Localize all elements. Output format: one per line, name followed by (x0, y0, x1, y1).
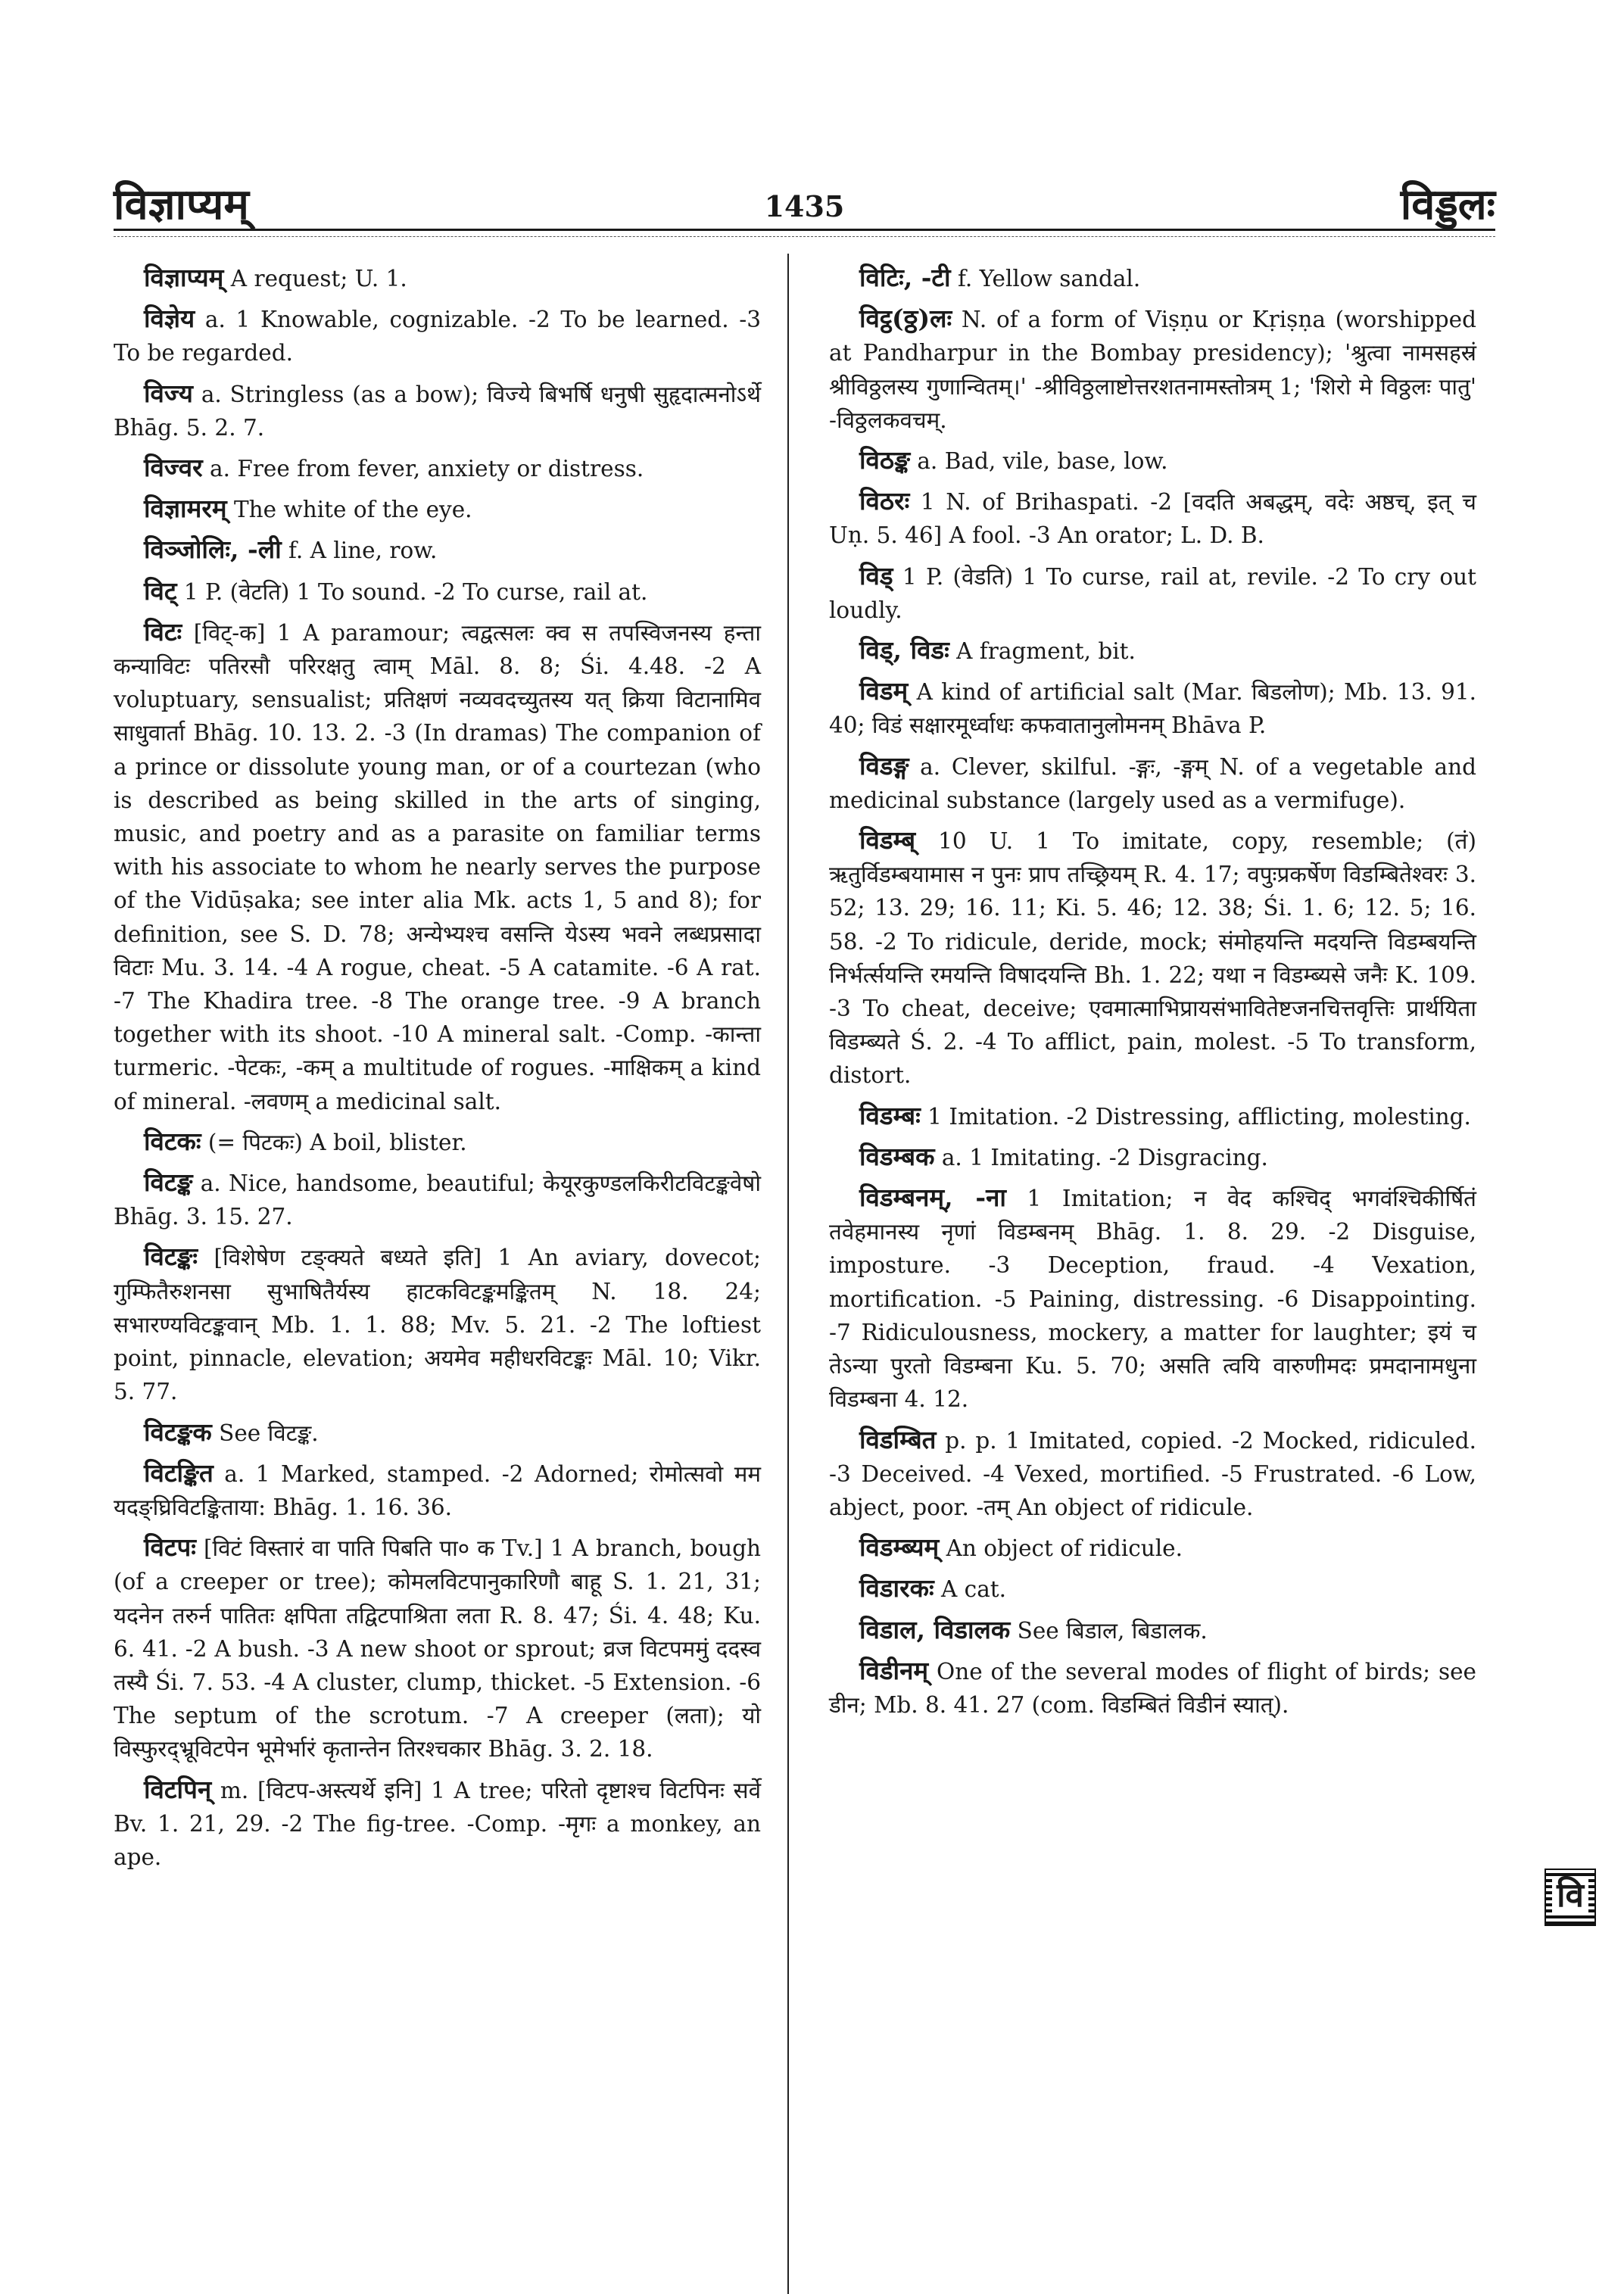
entry-text: 1 N. of Brihaspati. -2 [वदति अबद्धम्, वदेः अष्ठच्, इत् च Uṇ. 5. 46] A fool. -3 An orator; L. D. B. (829, 489, 1476, 549)
entry-text: a. 1 Marked, stamped. -2 Adorned; रोमोत्सवो मम यदङ्घ्रिविटङ्किताया: Bhāg. 1. 16. 36. (114, 1460, 761, 1520)
dictionary-entry (829, 559, 1476, 627)
entry-text: 1 Imitation. -2 Distressing, afflicting, molesting. (920, 1103, 1471, 1130)
header-left-guideword: विज्ञाप्यम् (114, 179, 249, 229)
dictionary-entry (829, 634, 1476, 668)
entry-text: f. Yellow sandal. (950, 266, 1141, 291)
entry-text: 1 P. (वेटति) 1 To sound. -2 To curse, rail at. (176, 578, 648, 605)
dictionary-entry (114, 1457, 761, 1524)
dictionary-entry (829, 1531, 1476, 1565)
entry-text: a. 1 Knowable, cognizable. -2 To be learned. -3 To be regarded. (114, 307, 761, 366)
dictionary-entry (114, 302, 761, 369)
dictionary-entry (829, 1099, 1476, 1133)
entry-headword: विटङ्कः (144, 1242, 198, 1272)
dictionary-entry (829, 444, 1476, 478)
dictionary-entry (114, 451, 761, 485)
entry-headword: विडम्बित (859, 1424, 937, 1454)
entry-headword: विडम्बनम्, -ना (859, 1183, 1006, 1213)
entry-headword: विटकः (144, 1126, 201, 1156)
header-rule-dashed (114, 236, 1495, 237)
entry-text: f. A line, row. (281, 538, 438, 564)
header-rule (114, 229, 1495, 231)
dictionary-entry (114, 492, 761, 526)
thumb-index-tab (1545, 1869, 1596, 1926)
entry-text: a. Clever, skilful. -ङ्गः, -ङ्गम् N. of a vegetable and medicinal substance (largely used as a vermifuge). (829, 753, 1476, 813)
entry-text: A kind of artificial salt (Mar. बिडलोण); Mb. 13. 91. 40; विडं सक्षारमूर्ध्वाधः कफवातानुलोमनम् Bhāva P. (829, 679, 1476, 739)
thumb-index-letter: वि (1552, 1876, 1588, 1915)
column-divider (787, 254, 789, 2294)
dictionary-entry (829, 1613, 1476, 1647)
dictionary-entry (829, 1181, 1476, 1416)
entry-headword: विडङ्ग (859, 750, 909, 781)
dictionary-entry (829, 1423, 1476, 1525)
entry-headword: विञ्जोलिः, -ली (144, 535, 282, 565)
dictionary-entry (114, 616, 761, 1118)
entry-headword: विठङ्क (859, 445, 910, 475)
entry-text: p. p. 1 Imitated, copied. -2 Mocked, ridiculed. -3 Deceived. -4 Vexed, mortified. -5 Frustrated. -6 Low, abject, poor. -तम् An object of ridicule. (829, 1427, 1476, 1520)
entry-text: One of the several modes of flight of birds; see डीन; Mb. 8. 41. 27 (com. विडम्बितं विडीनं स्यात्). (829, 1658, 1476, 1718)
entry-text: N. of a form of Viṣṇu or Kṛiṣṇa (worshipped at Pandharpur in the Bombay presidency); 'श्रुत्वा नामसहस्रं श्रीविठ्ठलस्य गुणान्वितम्।' -श्रीविठ्ठलाष्टोत्तरशतनामस्तोत्रम् 1; 'शिरो मे विठ्ठलः पातु' -विठ्ठलकवचम्. (829, 307, 1476, 433)
entry-text: A cat. (934, 1576, 1007, 1603)
dictionary-entry (829, 750, 1476, 817)
entry-headword: विज्य (144, 378, 193, 408)
entry-text: An object of ridicule. (939, 1535, 1183, 1562)
dictionary-entry (114, 575, 761, 609)
dictionary-entry (114, 377, 761, 444)
entry-headword: विट् (144, 575, 177, 606)
entry-headword: विडीनम् (859, 1655, 929, 1685)
dictionary-entry (829, 1654, 1476, 1722)
entry-text: [विटं विस्तारं वा पाति पिबति पा० क Tv.] 1 A branch, bough (of a creeper or tree); कोमलविटपानुकारिणौ बाहू S. 1. 21, 31; यदनेन तरुर्न पातितः क्षपिता तद्विटपाश्रिता लता R. 8. 47; Śi. 4. 48; Ku. 6. 41. -2 A bush. -3 A new shoot or sprout; व्रज विटपममुं ददस्व तस्यै Śi. 7. 53. -4 A cluster, clump, thicket. -5 Extension. -6 The septum of the scrotum. -7 A creeper (लता); यो विस्फुरद्भ्रूविटपेन भूमेर्भारं कृतान्तेन तिरश्चकार Bhāg. 3. 2. 18. (114, 1535, 761, 1763)
dictionary-entry (829, 675, 1476, 742)
dictionary-entry (829, 1140, 1476, 1174)
entry-text: (= पिटकः) A boil, blister. (201, 1129, 467, 1155)
entry-text: 1 P. (वेडति) 1 To curse, rail at, revile. -2 To cry out loudly. (829, 563, 1476, 623)
entry-text: 10 U. 1 To imitate, copy, resemble; (तं) ऋतुर्विडम्बयामास न पुनः प्राप तच्छ्रियम् R. 4. 17; वपुःप्रकर्षेण विडम्बितेश्वरः 3. 52; 13. 29; 16. 11; Ki. 5. 46; 12. 38; Śi. 1. 6; 12. 5; 16. 58. -2 To ridicule, deride, mock; संमोहयन्ति मदयन्ति विडम्बयन्ति निर्भर्त्सयन्ति रमयन्ति विषादयन्ति Bh. 1. 22; यथा न विडम्ब्यसे जनैः K. 109. -3 To cheat, deceive; एवमात्माभिप्रायसंभावितेष्टजनचित्तवृत्तिः प्रार्थयिता विडम्ब्यते Ś. 2. -4 To afflict, pain, molest. -5 To transform, distort. (829, 828, 1476, 1089)
entry-text: a. Nice, handsome, beautiful; केयूरकुण्डलकिरीटविटङ्कवेषो Bhāg. 3. 15. 27. (114, 1170, 761, 1230)
entry-text: a. Stringless (as a bow); विज्ये बिभर्षि धनुषी सुहृदात्मनोऽर्थे Bhāg. 5. 2. 7. (114, 381, 761, 441)
entry-headword: विडम् (859, 676, 909, 706)
entry-headword: विडम्ब्यम् (859, 1532, 940, 1563)
entry-text: The white of the eye. (226, 497, 472, 523)
dictionary-entry (829, 302, 1476, 437)
dictionary-entry (114, 1166, 761, 1233)
dictionary-entry (829, 1572, 1476, 1606)
entry-headword: विडम्ब् (859, 825, 916, 856)
entry-headword: विटङ्कित (144, 1457, 214, 1488)
entry-headword: विटपः (144, 1532, 196, 1563)
entry-headword: विज्ञामरम् (144, 494, 227, 524)
entry-headword: विडारकः (859, 1573, 934, 1604)
dictionary-entry (114, 1773, 761, 1875)
header-right-guideword: विड्डलः (1400, 179, 1495, 229)
entry-text: a. Free from fever, anxiety or distress. (202, 456, 644, 482)
entry-headword: विड् (859, 560, 893, 591)
entry-headword: विज्ञाप्यम् (144, 263, 224, 292)
entry-headword: विडम्बः (859, 1100, 921, 1130)
dictionary-entry (829, 824, 1476, 1092)
left-column (114, 261, 761, 1881)
entry-headword: विटङ्क (144, 1167, 193, 1198)
entry-headword: विज्ञेय (144, 304, 195, 334)
page-number: 1435 (764, 189, 845, 223)
entry-text: 1 Imitation; न वेद कश्चिद् भगवंश्चिकीर्षितं तवेहमानस्य नृणां विडम्बनम् Bhāg. 1. 8. 29. -2 Disguise, imposture. -3 Deception, fraud. -4 Vexation, mortification. -5 Paining, distressing. -6 Disappointing. -7 Ridiculousness, mockery, a matter for laughter; इयं च तेऽन्या पुरतो विडम्बना Ku. 5. 70; असति त्वयि वारुणीमदः प्रमदानामधुना विडम्बना 4. 12. (829, 1186, 1476, 1413)
dictionary-entry (114, 1531, 761, 1766)
entry-headword: विडाल, विडालक (859, 1614, 1011, 1644)
page-header (114, 174, 1495, 235)
dictionary-entry (114, 1416, 761, 1450)
dictionary-entry (114, 1240, 761, 1408)
entry-headword: विठरः (859, 486, 910, 516)
dictionary-entry (114, 533, 761, 567)
dictionary-entry (114, 1125, 761, 1159)
entry-text: m. [विटप-अस्त्यर्थे इनि] 1 A tree; परितो दृष्टाश्च विटपिनः सर्वे Bv. 1. 21, 29. -2 The fig-tree. -Comp. -मृगः a monkey, an ape. (114, 1777, 761, 1870)
entry-headword: विटङ्कक (144, 1417, 212, 1447)
entry-headword: विट्ठ(ठ्ठ)लः (859, 304, 952, 334)
entry-headword: विटः (144, 616, 182, 647)
dictionary-entry (829, 261, 1476, 295)
entry-headword: विडम्बक (859, 1141, 935, 1171)
entry-headword: विज्वर (144, 453, 203, 483)
entry-text: A fragment, bit. (949, 638, 1136, 665)
right-column (829, 261, 1476, 1728)
entry-text: a. 1 Imitating. -2 Disgracing. (934, 1144, 1268, 1170)
entry-text: A request; U. 1. (223, 266, 407, 291)
dictionary-entry (829, 485, 1476, 552)
entry-headword: विड्, विडः (859, 635, 949, 665)
dictionary-entry (114, 261, 761, 295)
entry-headword: विटपिन् (144, 1774, 212, 1804)
entry-headword: विटिः, -टी (859, 263, 951, 292)
entry-text: See बिडाल, बिडालक. (1010, 1617, 1208, 1644)
entry-text: [विट्-क] 1 A paramour; त्वद्वत्सलः क्व स तपस्विजनस्य हन्ता कन्याविटः पतिरसौ परिरक्षतु त्वाम् Māl. 8. 8; Śi. 4.48. -2 A voluptuary, sensualist; प्रतिक्षणं नव्यवदच्युतस्य यत् क्रिया विटानामिव साधुवार्ता Bhāg. 10. 13. 2. -3 (In dramas) The companion of a prince or dissolute young man, or of a courtezan (who is described as being skilled in the arts of singing, music, and poetry and as a parasite on familiar terms with his associate to whom he nearly serves the purpose of the Vidūṣaka; see inter alia Mk. acts 1, 5 and 8); for definition, see S. D. 78; अन्येभ्यश्च वसन्ति येऽस्य भवने लब्धप्रसादा विटाः Mu. 3. 14. -4 A rogue, cheat. -5 A catamite. -6 A rat. -7 The Khadira tree. -8 The orange tree. -9 A branch together with its shoot. -10 A mineral salt. -Comp. -कान्ता turmeric. -पेटकः, -कम् a multitude of rogues. -माक्षिकम् a kind of mineral. -लवणम् a medicinal salt. (114, 619, 761, 1114)
entry-text: See विटङ्क. (211, 1420, 319, 1446)
entry-text: a. Bad, vile, base, low. (909, 448, 1168, 475)
entry-text: [विशेषेण टङ्क्यते बध्यते इति] 1 An aviary, dovecot; गुम्फितैरुशनसा सुभाषितैर्यस्य हाटकविटङ्कमङ्कितम् N. 18. 24; सभारण्यविटङ्कवान् Mb. 1. 1. 88; Mv. 5. 21. -2 The loftiest point, pinnacle, elevation; अयमेव महीधरविटङ्कः Māl. 10; Vikr. 5. 77. (114, 1245, 761, 1405)
